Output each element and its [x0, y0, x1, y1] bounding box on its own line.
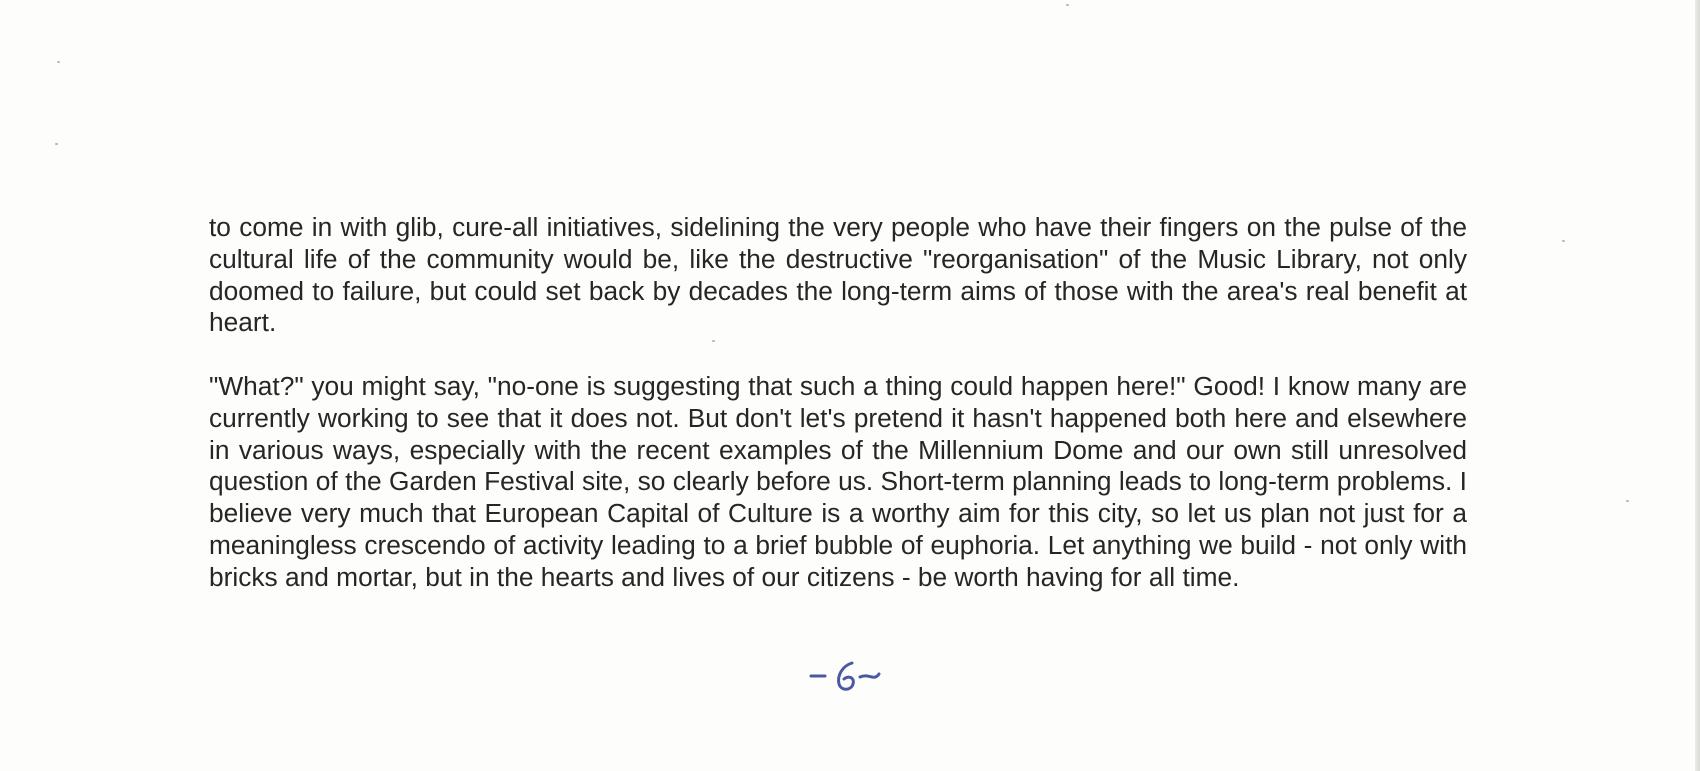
scan-speck	[1066, 4, 1069, 6]
paragraph: to come in with glib, cure-all initiatives, sidelining the very people who have their fingers on the pulse of the cultural life of the community would be, like the destructive "reorganisation" of the Music Library, not only doomed to failure, but could set back by decades the long-term aims of those with the area's real benefit at heart.	[209, 212, 1467, 338]
body-text	[209, 212, 1467, 594]
scan-speck	[57, 61, 60, 63]
scan-speck	[1626, 500, 1629, 502]
handwritten-page-number	[808, 654, 888, 694]
scan-speck	[55, 143, 58, 145]
page-edge-shadow	[1695, 0, 1700, 771]
paragraph: "What?" you might say, "no-one is suggesting that such a thing could happen here!" Good! I know many are currently working to see that it does not. But don't let's pretend it hasn't happened both here and elsewhere in various ways, especially with the recent examples of the Millennium Dome and our own still unresolved question of the Garden Festival site, so clearly before us. Short-term planning leads to long-term problems. I believe very much that European Capital of Culture is a worthy aim for this city, so let us plan not just for a meaningless crescendo of activity leading to a brief bubble of euphoria. Let anything we build - not only with bricks and mortar, but in the hearts and lives of our citizens - be worth having for all time.	[209, 370, 1467, 592]
scan-speck	[1562, 240, 1565, 242]
